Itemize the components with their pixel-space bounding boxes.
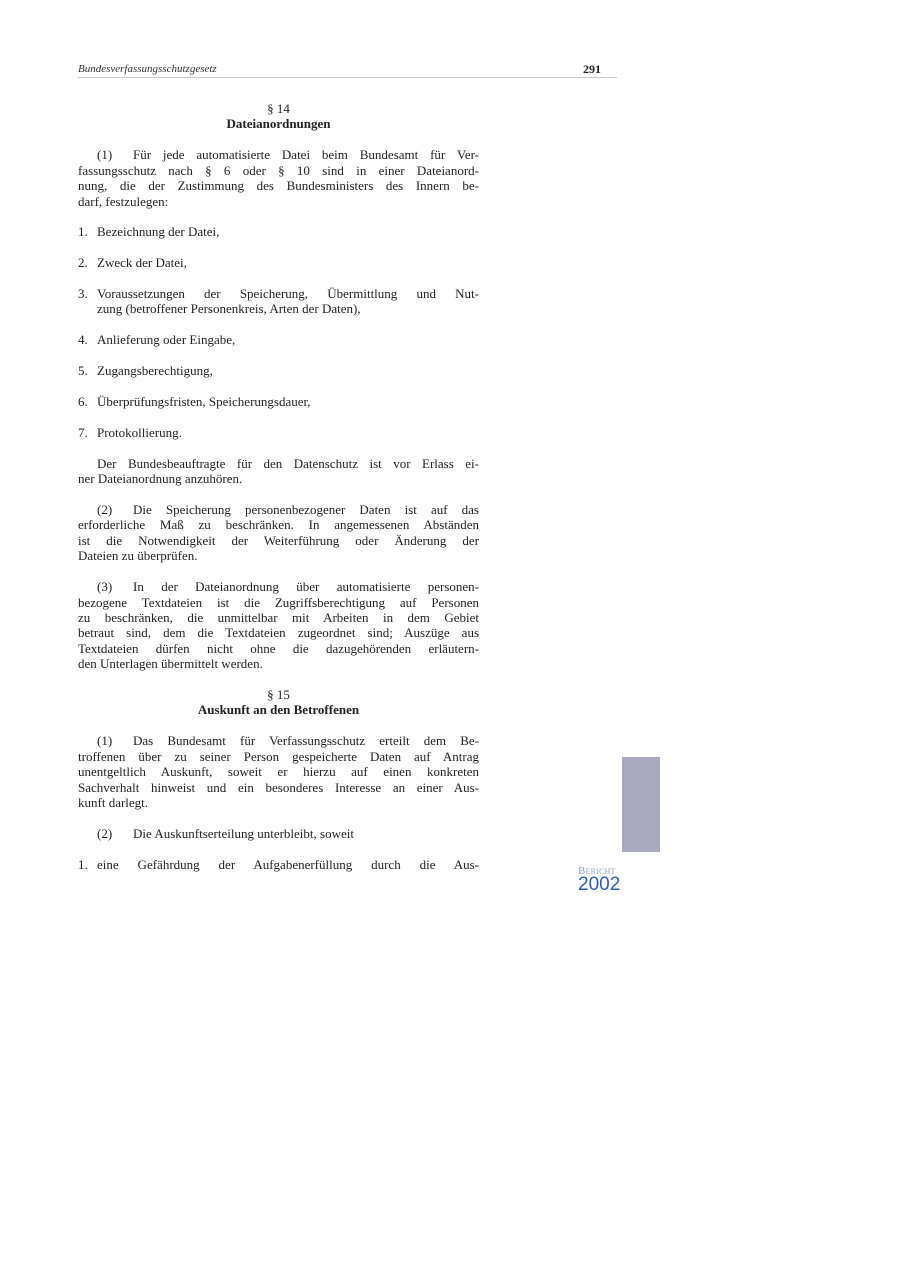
paragraph-line [78,780,479,795]
list-number: 5. [78,363,88,379]
paragraph-line [78,641,479,656]
list-line [78,301,479,316]
list-text: Voraussetzungen der Speicherung, Übermittlung und Nut- [97,286,479,302]
paragraph-line [78,533,479,548]
paragraph-text: Die Speicherung personenbezogener Daten ist auf das [133,501,479,517]
paragraph-text: nung, die der Zustimmung des Bundesministers des Innern be- [78,178,479,194]
list-text: Überprüfungsfristen, Speicherungsdauer, [97,394,311,410]
logo-year: 2002 [578,874,621,895]
section-title: Dateianordnungen [226,116,331,132]
paragraph-line [78,517,479,532]
list-number: 3. [78,286,88,302]
document-body [78,101,479,872]
paragraph-text: erforderliche Maß zu beschränken. In angemessenen Abständen [78,517,479,533]
logo-word: Bericht [578,865,616,877]
list-item [78,363,479,378]
paragraph-line [78,625,479,640]
list-item [78,394,479,409]
paragraph-text: Der Bundesbeauftragte für den Datenschutz ist vor Erlass ei- [97,455,479,471]
list-number: 4. [78,332,88,348]
section-number: § 15 [267,687,290,703]
paragraph-line [78,656,479,671]
paragraph-line [78,749,479,764]
paragraph-text: ist die Notwendigkeit der Weiterführung oder Änderung der [78,532,479,548]
list-line [78,255,479,270]
list-item [78,255,479,270]
list-item [78,857,479,872]
paragraph [78,456,479,487]
paragraph-number: (2) [97,501,113,517]
side-marker-bar [622,757,660,852]
list-line [78,857,479,872]
list-item [78,224,479,239]
paragraph-number: (1) [97,733,113,749]
paragraph-line [78,471,479,486]
list-item [78,332,479,347]
paragraph-text: bezogene Textdateien ist die Zugriffsberechtigung auf Personen [78,594,479,610]
list-item [78,425,479,440]
paragraph-text: den Unterlagen übermittelt werden. [78,656,263,672]
list-number: 2. [78,255,88,271]
paragraph-text: Dateien zu überprüfen. [78,548,198,564]
paragraph-text: unentgeltlich Auskunft, soweit er hierzu auf einen konkreten [78,764,479,780]
paragraph-text: Sachverhalt hinweist und ein besonderes Interesse an einer Aus- [78,779,479,795]
paragraph [78,147,479,209]
list-text: Protokollierung. [97,424,182,440]
paragraph-line [78,178,479,193]
section-heading [78,101,479,132]
paragraph-text: kunft darlegt. [78,794,149,810]
list-line [78,394,479,409]
page-number: 291 [583,62,601,76]
list-text: Anlieferung oder Eingabe, [97,332,236,348]
paragraph-line [78,502,479,517]
paragraph-text: In der Dateianordnung über automatisierte personen- [133,579,479,595]
section-number: § 14 [267,101,290,116]
paragraph-line [78,194,479,209]
paragraph-line [78,163,479,178]
section-heading [78,687,479,718]
list-text: Bezeichnung der Datei, [97,224,220,240]
paragraph-line [78,548,479,563]
list-item [78,286,479,317]
list-number: 7. [78,424,88,440]
paragraph-number: (3) [97,579,113,595]
paragraph-line [78,733,479,748]
paragraph-line [78,147,479,162]
paragraph-text: troffenen über zu seiner Person gespeicherte Daten auf Antrag [78,748,479,764]
paragraph-line [78,795,479,810]
list-line [78,332,479,347]
paragraph-text: fassungsschutz nach § 6 oder § 10 sind in einer Dateianord- [78,162,479,178]
list-text: eine Gefährdung der Aufgabenerfüllung durch die Aus- [97,856,479,872]
list-text: Zweck der Datei, [97,255,187,271]
paragraph-line [78,456,479,471]
list-line [78,363,479,378]
paragraph-text: Für jede automatisierte Datei beim Bundesamt für Ver- [133,147,479,163]
paragraph-number: (1) [97,147,113,163]
list-line [78,224,479,239]
paragraph-line [78,595,479,610]
paragraph [78,826,479,841]
paragraph-line [78,826,479,841]
running-header-title: Bundesverfassungsschutzgesetz [78,63,217,75]
section-title: Auskunft an den Betroffenen [197,702,360,718]
paragraph [78,502,479,564]
paragraph-text: ner Dateianordnung anzuhören. [78,471,243,487]
paragraph-text: Textdateien dürfen nicht ohne die dazugehörenden erläutern- [78,640,479,656]
paragraph-text: betraut sind, dem die Textdateien zugeordnet sind; Auszüge aus [78,625,479,641]
paragraph-line [78,610,479,625]
paragraph-number: (2) [97,825,113,841]
list-text: Zugangsberechtigung, [97,363,213,379]
paragraph-line [78,579,479,594]
paragraph-line [78,764,479,779]
list-number: 1. [78,224,88,240]
bericht-logo [578,866,638,893]
paragraph-text: darf, festzulegen: [78,193,169,209]
list-line [78,286,479,301]
list-text: zung (betroffener Personenkreis, Arten der Daten), [97,301,361,317]
paragraph [78,579,479,672]
header-rule [78,77,617,78]
paragraph-text: zu beschränken, die unmittelbar mit Arbeiten in dem Gebiet [78,609,479,625]
list-number: 1. [78,856,88,872]
list-number: 6. [78,394,88,410]
paragraph [78,733,479,810]
paragraph-text: Die Auskunftserteilung unterbleibt, soweit [133,825,354,841]
paragraph-text: Das Bundesamt für Verfassungsschutz erteilt dem Be- [133,733,479,749]
list-line [78,425,479,440]
